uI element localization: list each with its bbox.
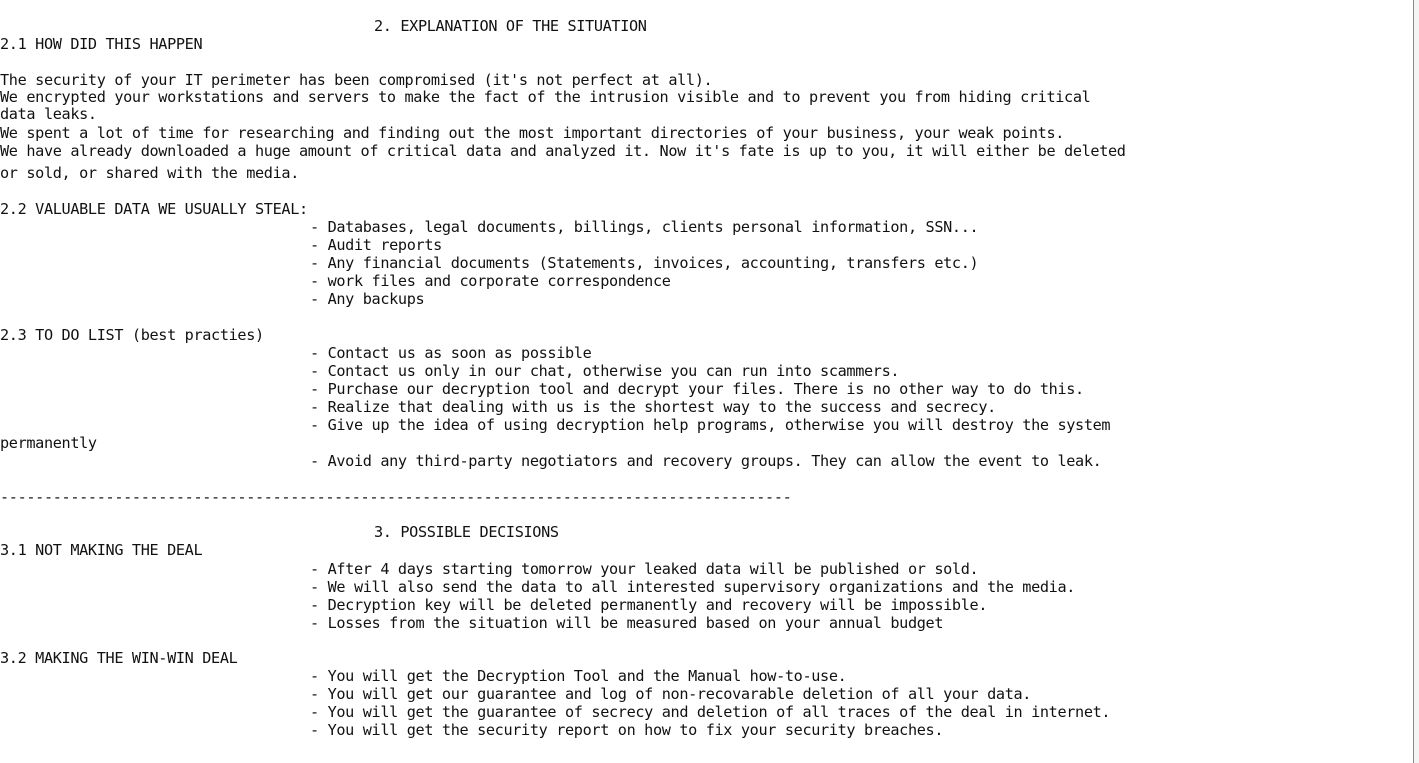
list-item-wrap: permanently <box>0 434 97 452</box>
list-item: - You will get the Decryption Tool and the Manual how-to-use. <box>310 667 847 685</box>
paragraph-line: We spent a lot of time for researching and finding out the most important directories of your business, your weak points. <box>0 124 1065 142</box>
heading-2-1: 2.1 HOW DID THIS HAPPEN <box>0 35 203 53</box>
list-item: - work files and corporate correspondence <box>310 272 671 290</box>
list-item: - Purchase our decryption tool and decrypt your files. There is no other way to do this. <box>310 380 1084 398</box>
paragraph-line: data leaks. <box>0 105 97 123</box>
vertical-scrollbar[interactable] <box>1413 0 1419 763</box>
list-item: - Realize that dealing with us is the shortest way to the success and secrecy. <box>310 398 996 416</box>
list-item: - You will get the guarantee of secrecy and deletion of all traces of the deal in internet. <box>310 703 1111 721</box>
list-item: - Databases, legal documents, billings, clients personal information, SSN... <box>310 218 979 236</box>
list-item: - Audit reports <box>310 236 442 254</box>
paragraph-line: We encrypted your workstations and servers to make the fact of the intrusion visible and to prevent you from hiding critical <box>0 88 1091 106</box>
list-item: - Any backups <box>310 290 425 308</box>
list-item: - Any financial documents (Statements, invoices, accounting, transfers etc.) <box>310 254 979 272</box>
paragraph-line: We have already downloaded a huge amount of critical data and analyzed it. Now it's fate is up to you, it will either be deleted <box>0 142 1126 160</box>
list-item: - Losses from the situation will be measured based on your annual budget <box>310 614 944 632</box>
section-3-title: 3. POSSIBLE DECISIONS <box>374 523 559 541</box>
list-item: - Contact us as soon as possible <box>310 344 592 362</box>
list-item: - After 4 days starting tomorrow your leaked data will be published or sold. <box>310 560 979 578</box>
heading-3-1: 3.1 NOT MAKING THE DEAL <box>0 541 203 559</box>
separator-line: ------------------------------------------------------------------------------------------ <box>0 488 792 506</box>
paragraph-line: The security of your IT perimeter has been compromised (it's not perfect at all). <box>0 71 713 89</box>
list-item: - Contact us only in our chat, otherwise you can run into scammers. <box>310 362 900 380</box>
heading-2-3: 2.3 TO DO LIST (best practies) <box>0 326 264 344</box>
list-item: - We will also send the data to all interested supervisory organizations and the media. <box>310 578 1076 596</box>
list-item: - You will get the security report on how to fix your security breaches. <box>310 721 944 739</box>
section-2-title: 2. EXPLANATION OF THE SITUATION <box>374 17 647 35</box>
list-item: - Give up the idea of using decryption help programs, otherwise you will destroy the system <box>310 416 1111 434</box>
heading-2-2: 2.2 VALUABLE DATA WE USUALLY STEAL: <box>0 200 308 218</box>
list-item: - You will get our guarantee and log of non-recovarable deletion of all your data. <box>310 685 1032 703</box>
paragraph-line: or sold, or shared with the media. <box>0 164 299 182</box>
list-item: - Decryption key will be deleted permanently and recovery will be impossible. <box>310 596 988 614</box>
list-item: - Avoid any third-party negotiators and recovery groups. They can allow the event to leak. <box>310 452 1102 470</box>
heading-3-2: 3.2 MAKING THE WIN-WIN DEAL <box>0 649 238 667</box>
